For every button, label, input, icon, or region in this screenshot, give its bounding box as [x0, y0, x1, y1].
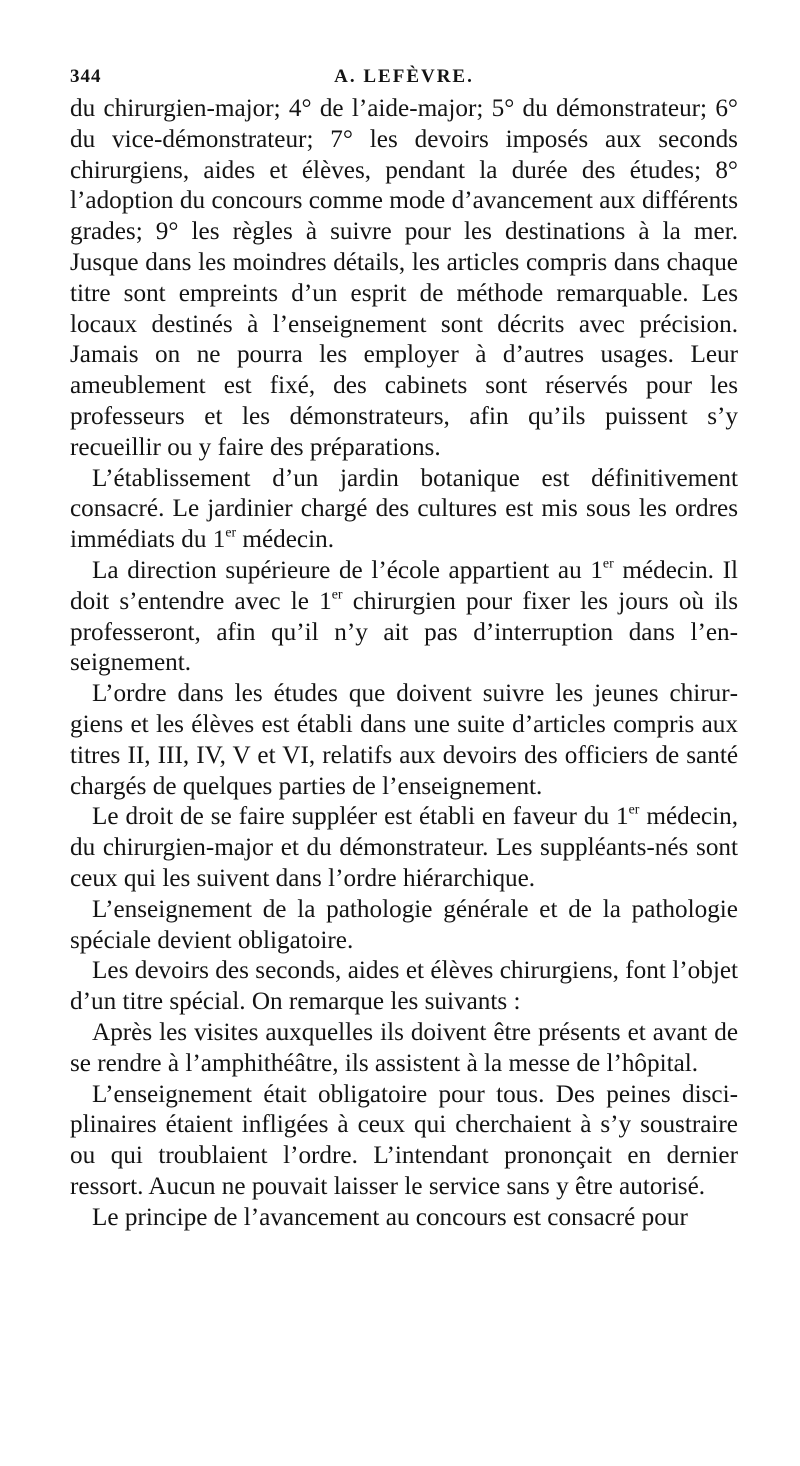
- paragraph: L’établissement d’un jardin botanique est définitivement consacré. Le jardinier chargé des cultures est mis sous les ordres immédiats du 1er médecin.: [70, 464, 738, 554]
- paragraph: L’ordre dans les études que doivent suivre les jeunes chirurgiens et les élèves est établi dans une suite d’articles compris aux titres II, III, IV, V et VI, relatifs aux devoirs des officiers de santé chargés de quelques parties de l’enseignement.: [70, 680, 738, 800]
- paragraph: L’enseignement était obligatoire pour tous. Des peines disciplinaires étaient infligées à ceux qui cherchaient à s’y soustraire ou qui troublaient l’ordre. L’intendant prononçait en dernier ressort. Aucun ne pouvait laisser le service sans y être autorisé.: [70, 1080, 738, 1200]
- paragraph: La direction supérieure de l’école appartient au 1er médecin. Il doit s’entendre avec le 1er chirurgien pour fixer les jours où ils professeront, afin qu’il n’y ait pas d’interruption dans l’enseignement.: [70, 555, 739, 677]
- text-body: [70, 94, 738, 1233]
- running-head: [70, 66, 738, 96]
- paragraph: du chirurgien-major; 4° de l’aide-major; 5° du démonstrateur; 6° du vice-démonstrateur; 7° les devoirs imposés aux seconds chirurgiens, aides et élèves, pendant la durée des études; 8° l’adoption du concours comme mode d’avancement aux différents grades; 9° les règles à suivre pour les destinations à la mer. Jusque dans les moindres détails, les articles compris dans chaque titre sont empreints d’un esprit de méthode remarquable. Les locaux destinés à l’enseignement sont décrits avec précision. Jamais on ne pourra les employer à d’autres usages. Leur ameublement est fixé, des cabinets sont réservés pour les professeurs et les démonstrateurs, afin qu’ils puissent s’y recueillir ou y faire des préparations.: [70, 95, 738, 461]
- paragraph: L’enseignement de la pathologie générale et de la pathologie spéciale devient obligatoire.: [70, 895, 738, 954]
- page-number: 344: [70, 66, 102, 87]
- paragraph: Le droit de se faire suppléer est établi en faveur du 1er médecin, du chirurgien-major et du démonstrateur. Les suppléants-nés sont ceux qui les suivent dans l’ordre hiérarchique.: [70, 801, 738, 892]
- running-title: A. LEFÈVRE.: [334, 66, 474, 87]
- paragraph: Les devoirs des seconds, aides et élèves chirurgiens, font l’objet d’un titre spécial. On remarque les suivants :: [70, 957, 738, 1016]
- paragraph: Après les visites auxquelles ils doivent être présents et avant de se rendre à l’amphithéâtre, ils assistent à la messe de l’hôpital.: [70, 1018, 738, 1077]
- paragraph: Le principe de l’avancement au concours est consacré pour: [92, 1203, 688, 1231]
